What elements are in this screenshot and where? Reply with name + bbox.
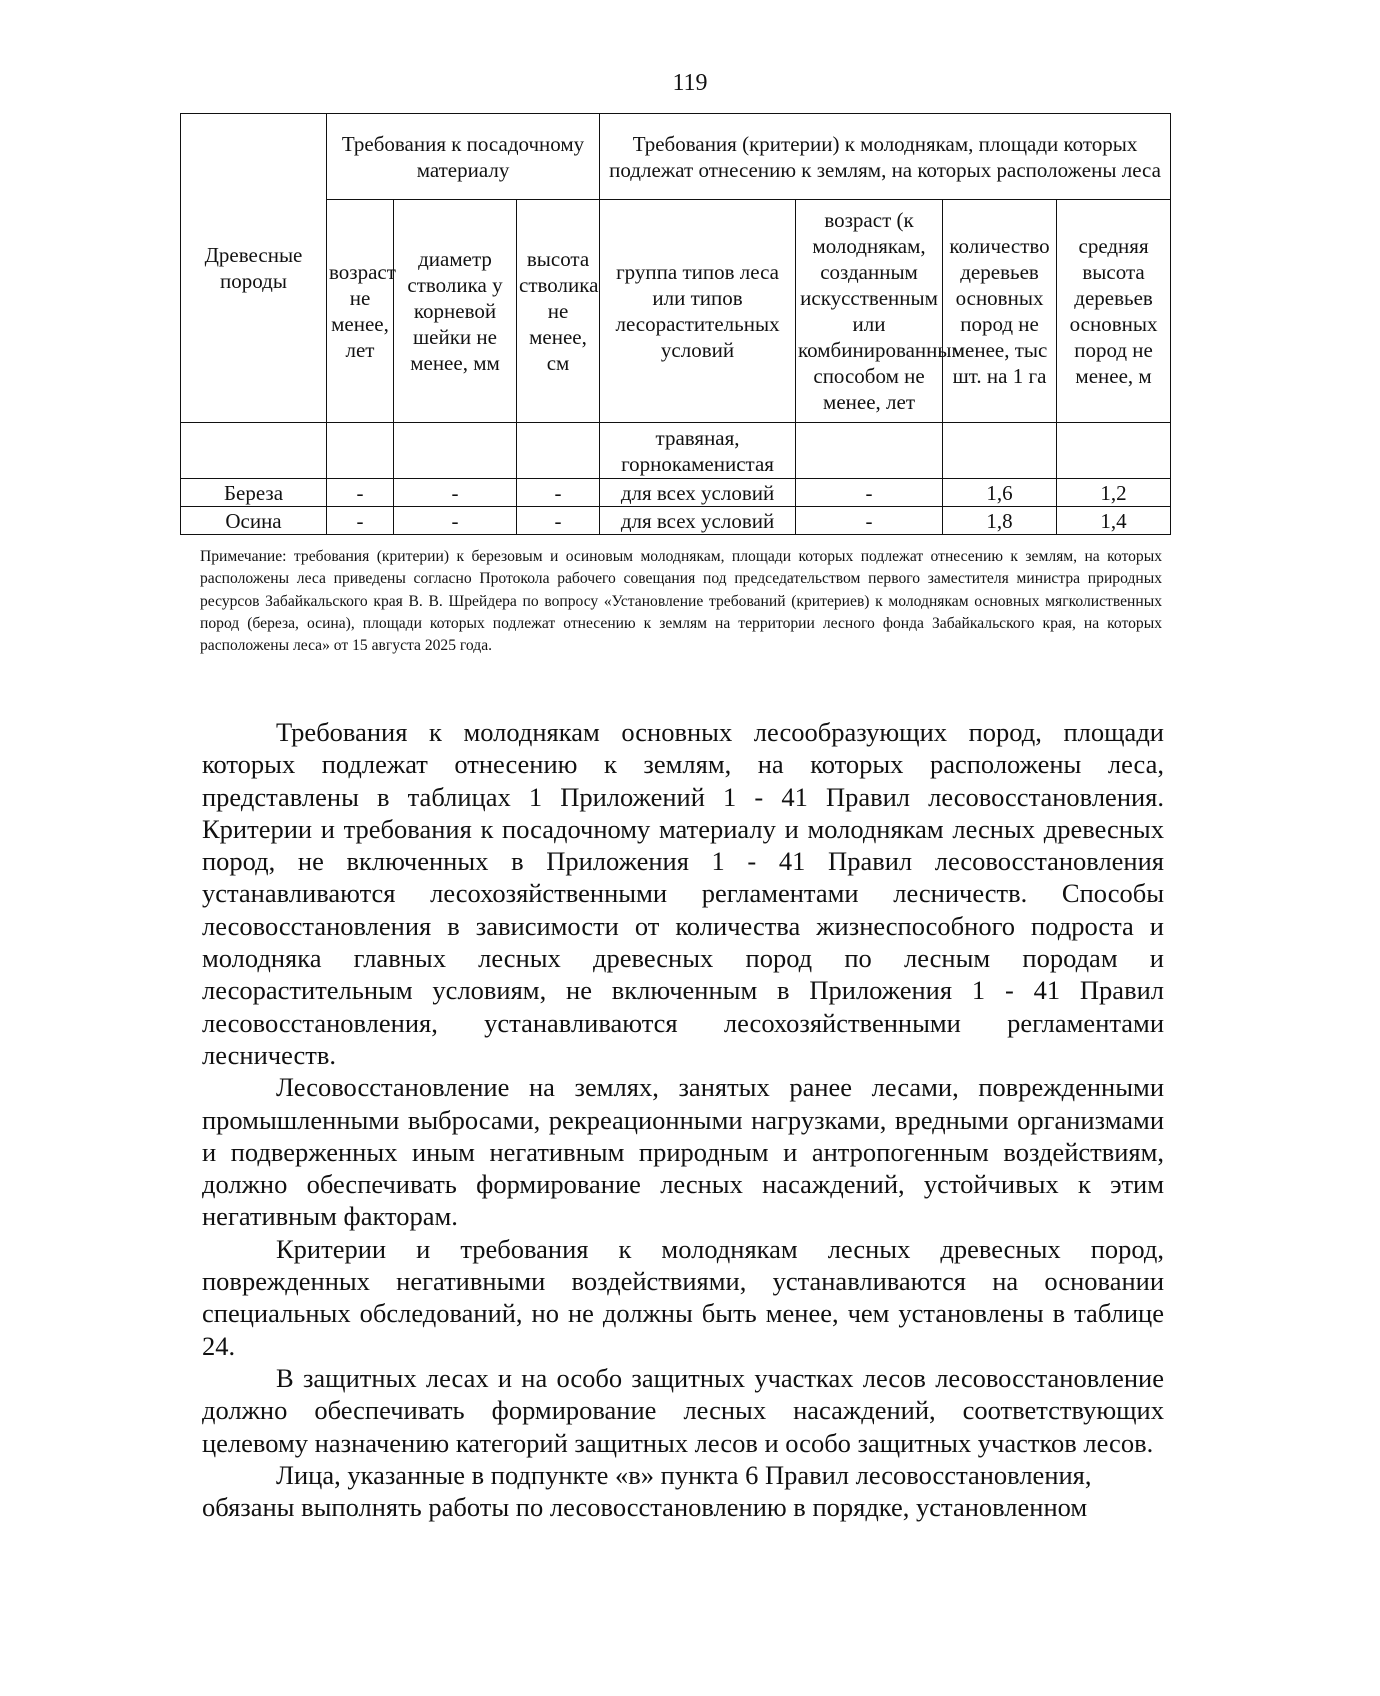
cell-species: Осина: [181, 507, 327, 535]
subheader-empty: [394, 423, 517, 479]
subheader-empty: [517, 423, 600, 479]
cell-young-age: -: [796, 507, 943, 535]
paragraph: В защитных лесах и на особо защитных участках лесов лесовосстановление должно обеспечивать формирование лесных насаждений, соответствующих целевому назначению категорий защитных лесов и особо защитных участков лесов.: [202, 1362, 1164, 1458]
cell-age: -: [327, 479, 394, 507]
subheader-empty: [1057, 423, 1171, 479]
subheader-empty: [943, 423, 1057, 479]
header-height-min: высота стволика не менее, см: [517, 200, 600, 423]
header-diameter: диаметр стволика у корневой шейки не менее, мм: [394, 200, 517, 423]
cell-height: -: [517, 507, 600, 535]
cell-forest-type: для всех условий: [600, 479, 796, 507]
subheader-empty: [796, 423, 943, 479]
table-note: Примечание: требования (критерии) к березовым и осиновым молоднякам, площади которых подлежат отнесению к землям, на которых расположены леса приведены согласно Протокола рабочего совещания под председательством первого заместителя министра природных ресурсов Забайкальского края В. В. Шрейдера по вопросу «Установление требований (критериев) к молоднякам основных мягколиственных пород (береза, осина), площади которых подлежат отнесению к землям на территории лесного фонда Забайкальского края, на которых расположены леса» от 15 августа 2025 года.: [200, 548, 1162, 655]
header-young-age: возраст (к молоднякам, созданным искусственным или комбинированным способом не менее, лет: [796, 200, 943, 423]
subheader-forest-type: травяная, горнокаменистая: [600, 423, 796, 479]
cell-count: 1,8: [943, 507, 1057, 535]
cell-diameter: -: [394, 479, 517, 507]
page-number: 119: [672, 70, 708, 96]
cell-young-age: -: [796, 479, 943, 507]
table-row: [181, 479, 1171, 507]
paragraph: Требования к молоднякам основных лесообразующих пород, площади которых подлежат отнесению к землям, на которых расположены леса, представлены в таблицах 1 Приложений 1 - 41 Правил лесовосстановления. Критерии и требования к посадочному материалу и молоднякам лесных древесных пород, не включенных в Приложения 1 - 41 Правил лесовосстановления устанавливаются лесохозяйственными регламентами лесничеств. Способы лесовосстановления в зависимости от количества жизнеспособного подроста и молодняка главных лесных древесных пород по лесным породам и лесорастительным условиям, не включенным в Приложения 1 - 41 Правил лесовосстановления, устанавливаются лесохозяйственными регламентами лесничеств.: [202, 717, 1164, 1070]
cell-forest-type: для всех условий: [600, 507, 796, 535]
header-planting-material: Требования к посадочному материалу: [327, 114, 600, 200]
subheader-empty: [181, 423, 327, 479]
header-avg-height: средняя высота деревьев основных пород не менее, м: [1057, 200, 1171, 423]
cell-avg-height: 1,2: [1057, 479, 1171, 507]
paragraph: Критерии и требования к молоднякам лесных древесных пород, поврежденных негативными воздействиями, устанавливаются на основании специальных обследований, но не должны быть менее, чем установлены в таблице 24.: [202, 1233, 1164, 1361]
cell-height: -: [517, 479, 600, 507]
paragraph: Лица, указанные в подпункте «в» пункта 6 Правил лесовосстановления, обязаны выполнять работы по лесовосстановлению в порядке, установленном: [202, 1459, 1092, 1523]
subheader-empty: [327, 423, 394, 479]
header-tree-count: количество деревьев основных пород не менее, тыс шт. на 1 га: [943, 200, 1057, 423]
cell-species: Береза: [181, 479, 327, 507]
header-age-min: возраст не менее, лет: [327, 200, 394, 423]
cell-diameter: -: [394, 507, 517, 535]
paragraph: Лесовосстановление на землях, занятых ранее лесами, поврежденными промышленными выбросами, рекреационными нагрузками, вредными организмами и подверженных иным негативным природным и антропогенным воздействиям, должно обеспечивать формирование лесных насаждений, устойчивых к этим негативным факторам.: [202, 1072, 1164, 1232]
cell-avg-height: 1,4: [1057, 507, 1171, 535]
header-youngsters: Требования (критерии) к молоднякам, площади которых подлежат отнесению к землям, на которых расположены леса: [600, 114, 1171, 200]
header-species: Древесные породы: [181, 114, 327, 423]
cell-count: 1,6: [943, 479, 1057, 507]
cell-age: -: [327, 507, 394, 535]
body-text: [202, 716, 1164, 1523]
header-forest-type: группа типов леса или типов лесорастительных условий: [600, 200, 796, 423]
criteria-table: [180, 113, 1171, 535]
table-row: [181, 507, 1171, 535]
